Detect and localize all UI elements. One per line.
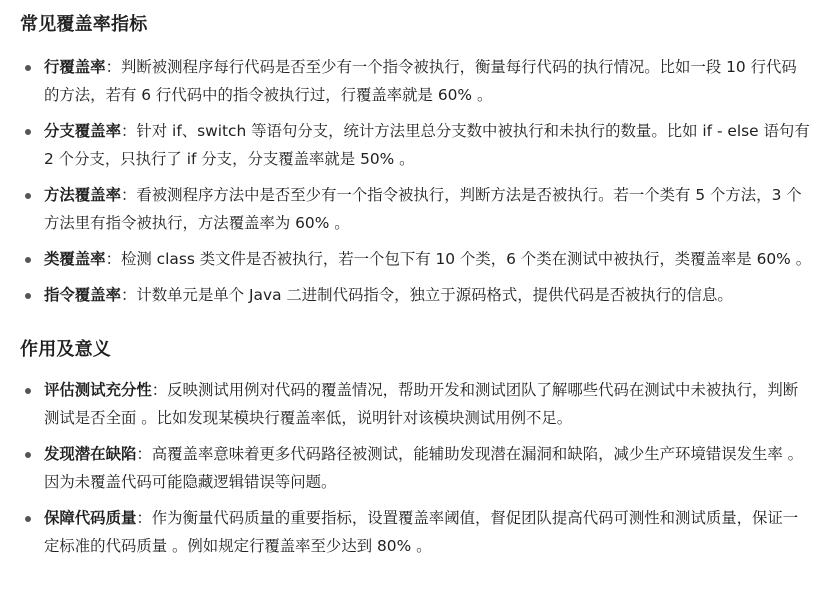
- list-item-method-coverage: [20, 181, 812, 237]
- list-item-description: 反映测试用例对代码的覆盖情况，帮助开发和测试团队了解哪些代码在测试中未被执行，判断测试是否全面 。比如发现某模块行覆盖率低，说明针对该模块测试用例不足。: [44, 381, 799, 427]
- list-item-term: 评估测试充分性: [44, 381, 152, 399]
- list-item-description: 针对 if、switch 等语句分支，统计方法里总分支数中被执行和未执行的数量。比如 if - else 语句有 2 个分支，只执行了 if 分支，分支覆盖率就是 50% 。: [44, 122, 810, 168]
- list-item-find-potential-defects: [20, 440, 812, 496]
- list-item-term: 指令覆盖率: [44, 286, 121, 304]
- list-item-separator: ：: [120, 286, 137, 304]
- list-item-separator: ：: [120, 186, 137, 204]
- coverage-metrics-list: [20, 53, 812, 309]
- list-item-description: 判断被测程序每行代码是否至少有一个指令被执行，衡量每行代码的执行情况。比如一段 10 行代码的方法，若有 6 行代码中的指令被执行过，行覆盖率就是 60% 。: [44, 58, 797, 104]
- list-item-description: 计数单元是单个 Java 二进制代码指令，独立于源码格式，提供代码是否被执行的信息。: [136, 286, 733, 304]
- list-item-evaluate-test-sufficiency: [20, 376, 812, 432]
- list-item-description: 检测 class 类文件是否被执行，若一个包下有 10 个类，6 个类在测试中被执行，类覆盖率是 60% 。: [120, 250, 812, 268]
- list-item-term: 方法覆盖率: [44, 186, 121, 204]
- list-item-term: 分支覆盖率: [44, 122, 121, 140]
- section-heading-common-coverage-metrics: 常见覆盖率指标: [20, 14, 148, 35]
- list-item-separator: ：: [151, 381, 168, 399]
- list-item-separator: ：: [136, 509, 152, 527]
- purpose-list: [20, 376, 812, 560]
- list-item-term: 类覆盖率: [44, 250, 106, 268]
- list-item-term: 行覆盖率: [44, 58, 106, 76]
- list-item-term: 发现潜在缺陷: [44, 445, 137, 463]
- list-item-separator: ：: [120, 122, 137, 140]
- list-item-class-coverage: [20, 245, 812, 273]
- list-item-separator: ：: [136, 445, 152, 463]
- list-item-branch-coverage: [20, 117, 812, 173]
- list-item-term: 保障代码质量: [44, 509, 137, 527]
- list-item-description: 看被测程序方法中是否至少有一个指令被执行，判断方法是否被执行。若一个类有 5 个方法，3 个方法里有指令被执行，方法覆盖率为 60% 。: [44, 186, 802, 232]
- list-item-line-coverage: [20, 53, 812, 109]
- list-item-ensure-code-quality: [20, 504, 812, 560]
- list-item-description: 作为衡量代码质量的重要指标，设置覆盖率阈值，督促团队提高代码可测性和测试质量，保证一定标准的代码质量 。例如规定行覆盖率至少达到 80% 。: [44, 509, 799, 555]
- list-item-separator: ：: [105, 58, 121, 76]
- section-heading-purpose-and-significance: 作用及意义: [20, 339, 111, 360]
- list-item-instruction-coverage: [20, 281, 812, 309]
- list-item-separator: ：: [105, 250, 121, 268]
- list-item-description: 高覆盖率意味着更多代码路径被测试，能辅助发现潜在漏洞和缺陷，减少生产环境错误发生率 。因为未覆盖代码可能隐藏逻辑错误等问题。: [44, 445, 804, 491]
